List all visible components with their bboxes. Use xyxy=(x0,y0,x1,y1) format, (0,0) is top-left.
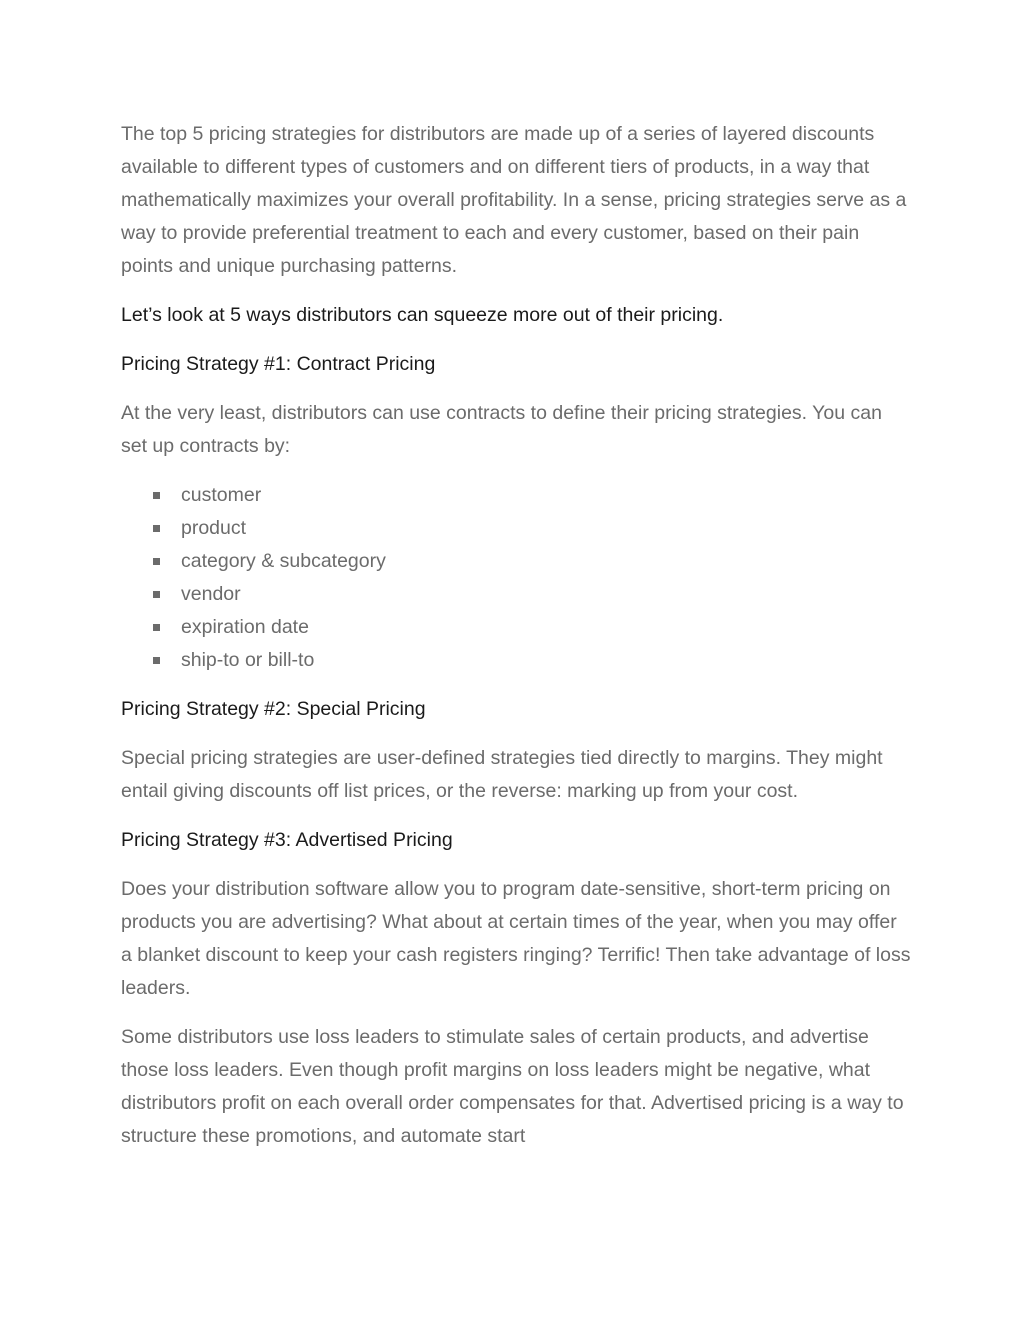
square-bullet-icon xyxy=(153,492,160,499)
square-bullet-icon xyxy=(153,591,160,598)
strategy-2-heading: Pricing Strategy #2: Special Pricing xyxy=(121,698,426,720)
list-item-text: customer xyxy=(181,484,262,506)
strategy-3-body-1: Does your distribution software allow you to program date-sensitive, short-term pricing on products you are advertising? What about at certain times of the year, when you may offer a blanket discount to keep your cash registers ringing? Terrific! Then take advantage of loss leaders. xyxy=(121,878,911,999)
square-bullet-icon xyxy=(153,525,160,532)
list-item xyxy=(121,545,911,578)
strategy-3-body-2: Some distributors use loss leaders to stimulate sales of certain products, and advertise those loss leaders. Even though profit margins on loss leaders might be negative, what distributors profit on each overall order compensates for that. Advertised pricing is a way to structure these promotions, and automate start xyxy=(121,1026,904,1147)
list-item-text: product xyxy=(181,517,247,539)
list-item-text: ship-to or bill-to xyxy=(181,649,315,671)
strategy-2-body: Special pricing strategies are user-defined strategies tied directly to margins. They might entail giving discounts off list prices, or the reverse: marking up from your cost. xyxy=(121,747,883,802)
square-bullet-icon xyxy=(153,558,160,565)
list-item xyxy=(121,644,911,677)
list-item-text: category & subcategory xyxy=(181,550,386,572)
list-item-text: expiration date xyxy=(181,616,309,638)
square-bullet-icon xyxy=(153,624,160,631)
contract-options-list xyxy=(121,479,911,677)
list-item-text: vendor xyxy=(181,583,241,605)
list-item xyxy=(121,512,911,545)
strategy-1-heading: Pricing Strategy #1: Contract Pricing xyxy=(121,353,436,375)
strategy-3-heading: Pricing Strategy #3: Advertised Pricing xyxy=(121,829,453,851)
list-item xyxy=(121,611,911,644)
list-item xyxy=(121,578,911,611)
intro-paragraph: The top 5 pricing strategies for distributors are made up of a series of layered discounts available to different types of customers and on different tiers of products, in a way that mathematically maximizes your overall profitability. In a sense, pricing strategies serve as a way to provide preferential treatment to each and every customer, based on their pain points and unique purchasing patterns. xyxy=(121,123,907,277)
strategy-1-body: At the very least, distributors can use contracts to define their pricing strategies. You can set up contracts by: xyxy=(121,402,882,457)
document-page xyxy=(121,118,911,1169)
lead-in-text: Let’s look at 5 ways distributors can squeeze more out of their pricing. xyxy=(121,304,724,326)
square-bullet-icon xyxy=(153,657,160,664)
list-item xyxy=(121,479,911,512)
